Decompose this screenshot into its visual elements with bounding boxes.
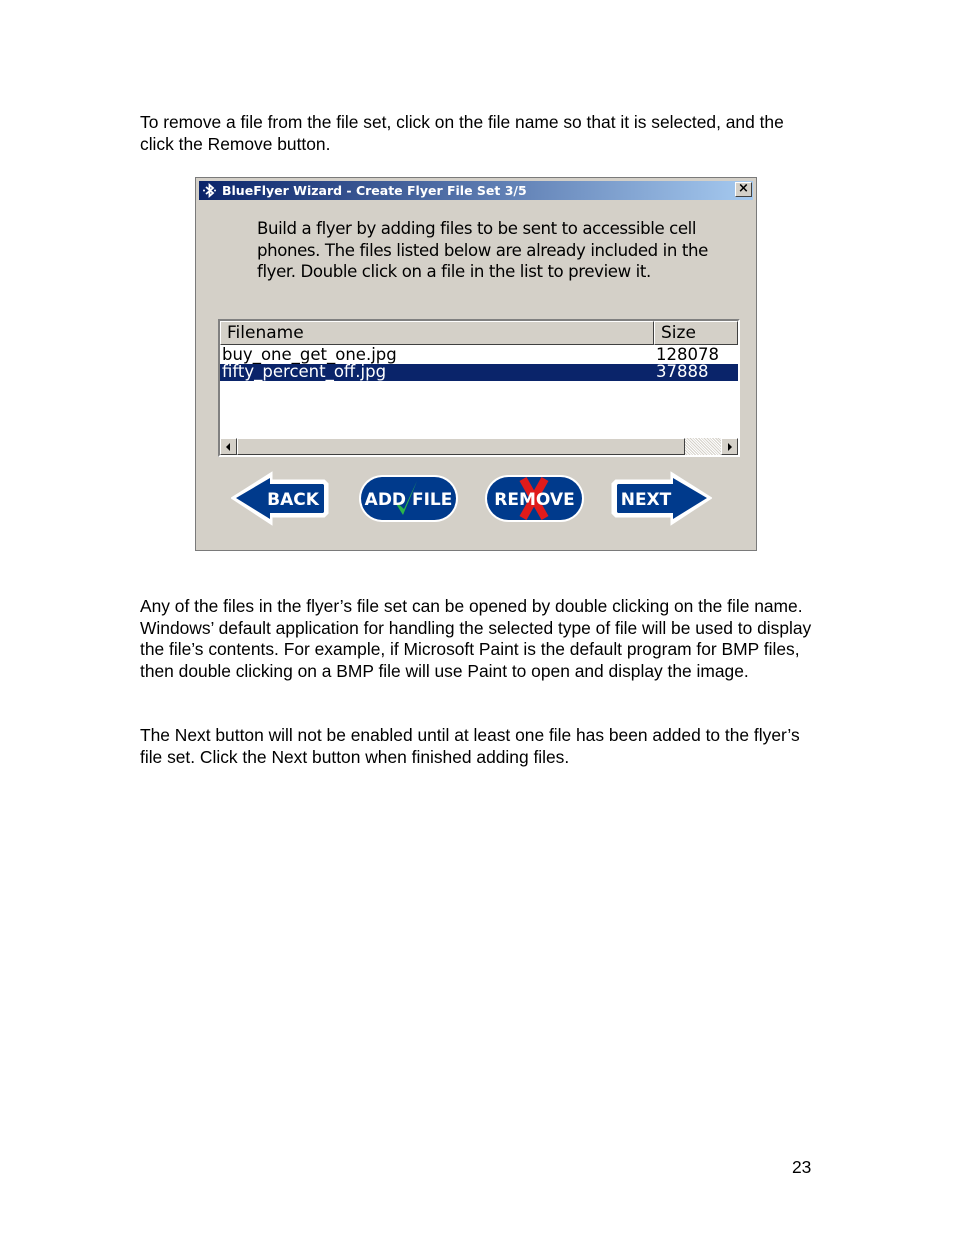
back-label: BACK: [267, 490, 319, 510]
arrow-left-icon: [226, 443, 230, 451]
remove-button[interactable]: [483, 471, 586, 526]
remove-label: REMOVE: [494, 490, 575, 510]
scroll-thumb[interactable]: [237, 438, 685, 455]
list-item-filename: fifty_percent_off.jpg: [222, 362, 387, 381]
back-button[interactable]: [231, 471, 331, 526]
arrow-right-icon: [728, 443, 732, 451]
page-number: 23: [792, 1157, 812, 1177]
column-header-filename[interactable]: Filename: [220, 321, 654, 345]
list-header: [220, 321, 738, 345]
list-item-size: 128078: [656, 345, 719, 364]
next-button[interactable]: [610, 471, 712, 526]
instructions-text: Build a flyer by adding files to be sent to accessible cell phones. The files listed below are already included in the flyer. Double click on a file in the list to preview it.: [257, 219, 708, 281]
close-button[interactable]: ×: [735, 182, 752, 197]
column-header-size[interactable]: Size: [654, 321, 738, 345]
list-item-filename: buy_one_get_one.jpg: [222, 345, 397, 364]
list-item-selected[interactable]: [220, 364, 738, 381]
paragraph-open-files: Any of the files in the flyer’s file set can be opened by double clicking on the file name. Windows’ default application for handling the selected type of file will be used to display the file’s contents. For example, if Microsoft Paint is the default program for BMP files, then double clicking on a BMP file will use Paint to open and display the image.: [140, 596, 812, 681]
title-bar: [199, 181, 753, 200]
scroll-track[interactable]: [685, 438, 721, 455]
dialog-title: BlueFlyer Wizard - Create Flyer File Set 3/5: [222, 183, 527, 198]
list-item-size: 37888: [656, 362, 709, 381]
horizontal-scrollbar[interactable]: [220, 438, 738, 455]
add-file-label: ADD FILE: [364, 490, 453, 510]
intro-paragraph: To remove a file from the file set, click on the file name so that it is selected, and the click the Remove button.: [140, 112, 784, 154]
file-list[interactable]: [218, 319, 740, 457]
blueflyer-wizard-dialog: [195, 177, 757, 551]
next-label: NEXT: [620, 490, 672, 510]
paragraph-next-button: The Next button will not be enabled until at least one file has been added to the flyer’s file set. Click the Next button when finished adding files.: [140, 725, 800, 767]
scroll-left-button[interactable]: [220, 438, 237, 455]
bluetooth-icon: [202, 182, 218, 199]
add-file-button[interactable]: [357, 471, 460, 526]
scroll-right-button[interactable]: [721, 438, 738, 455]
